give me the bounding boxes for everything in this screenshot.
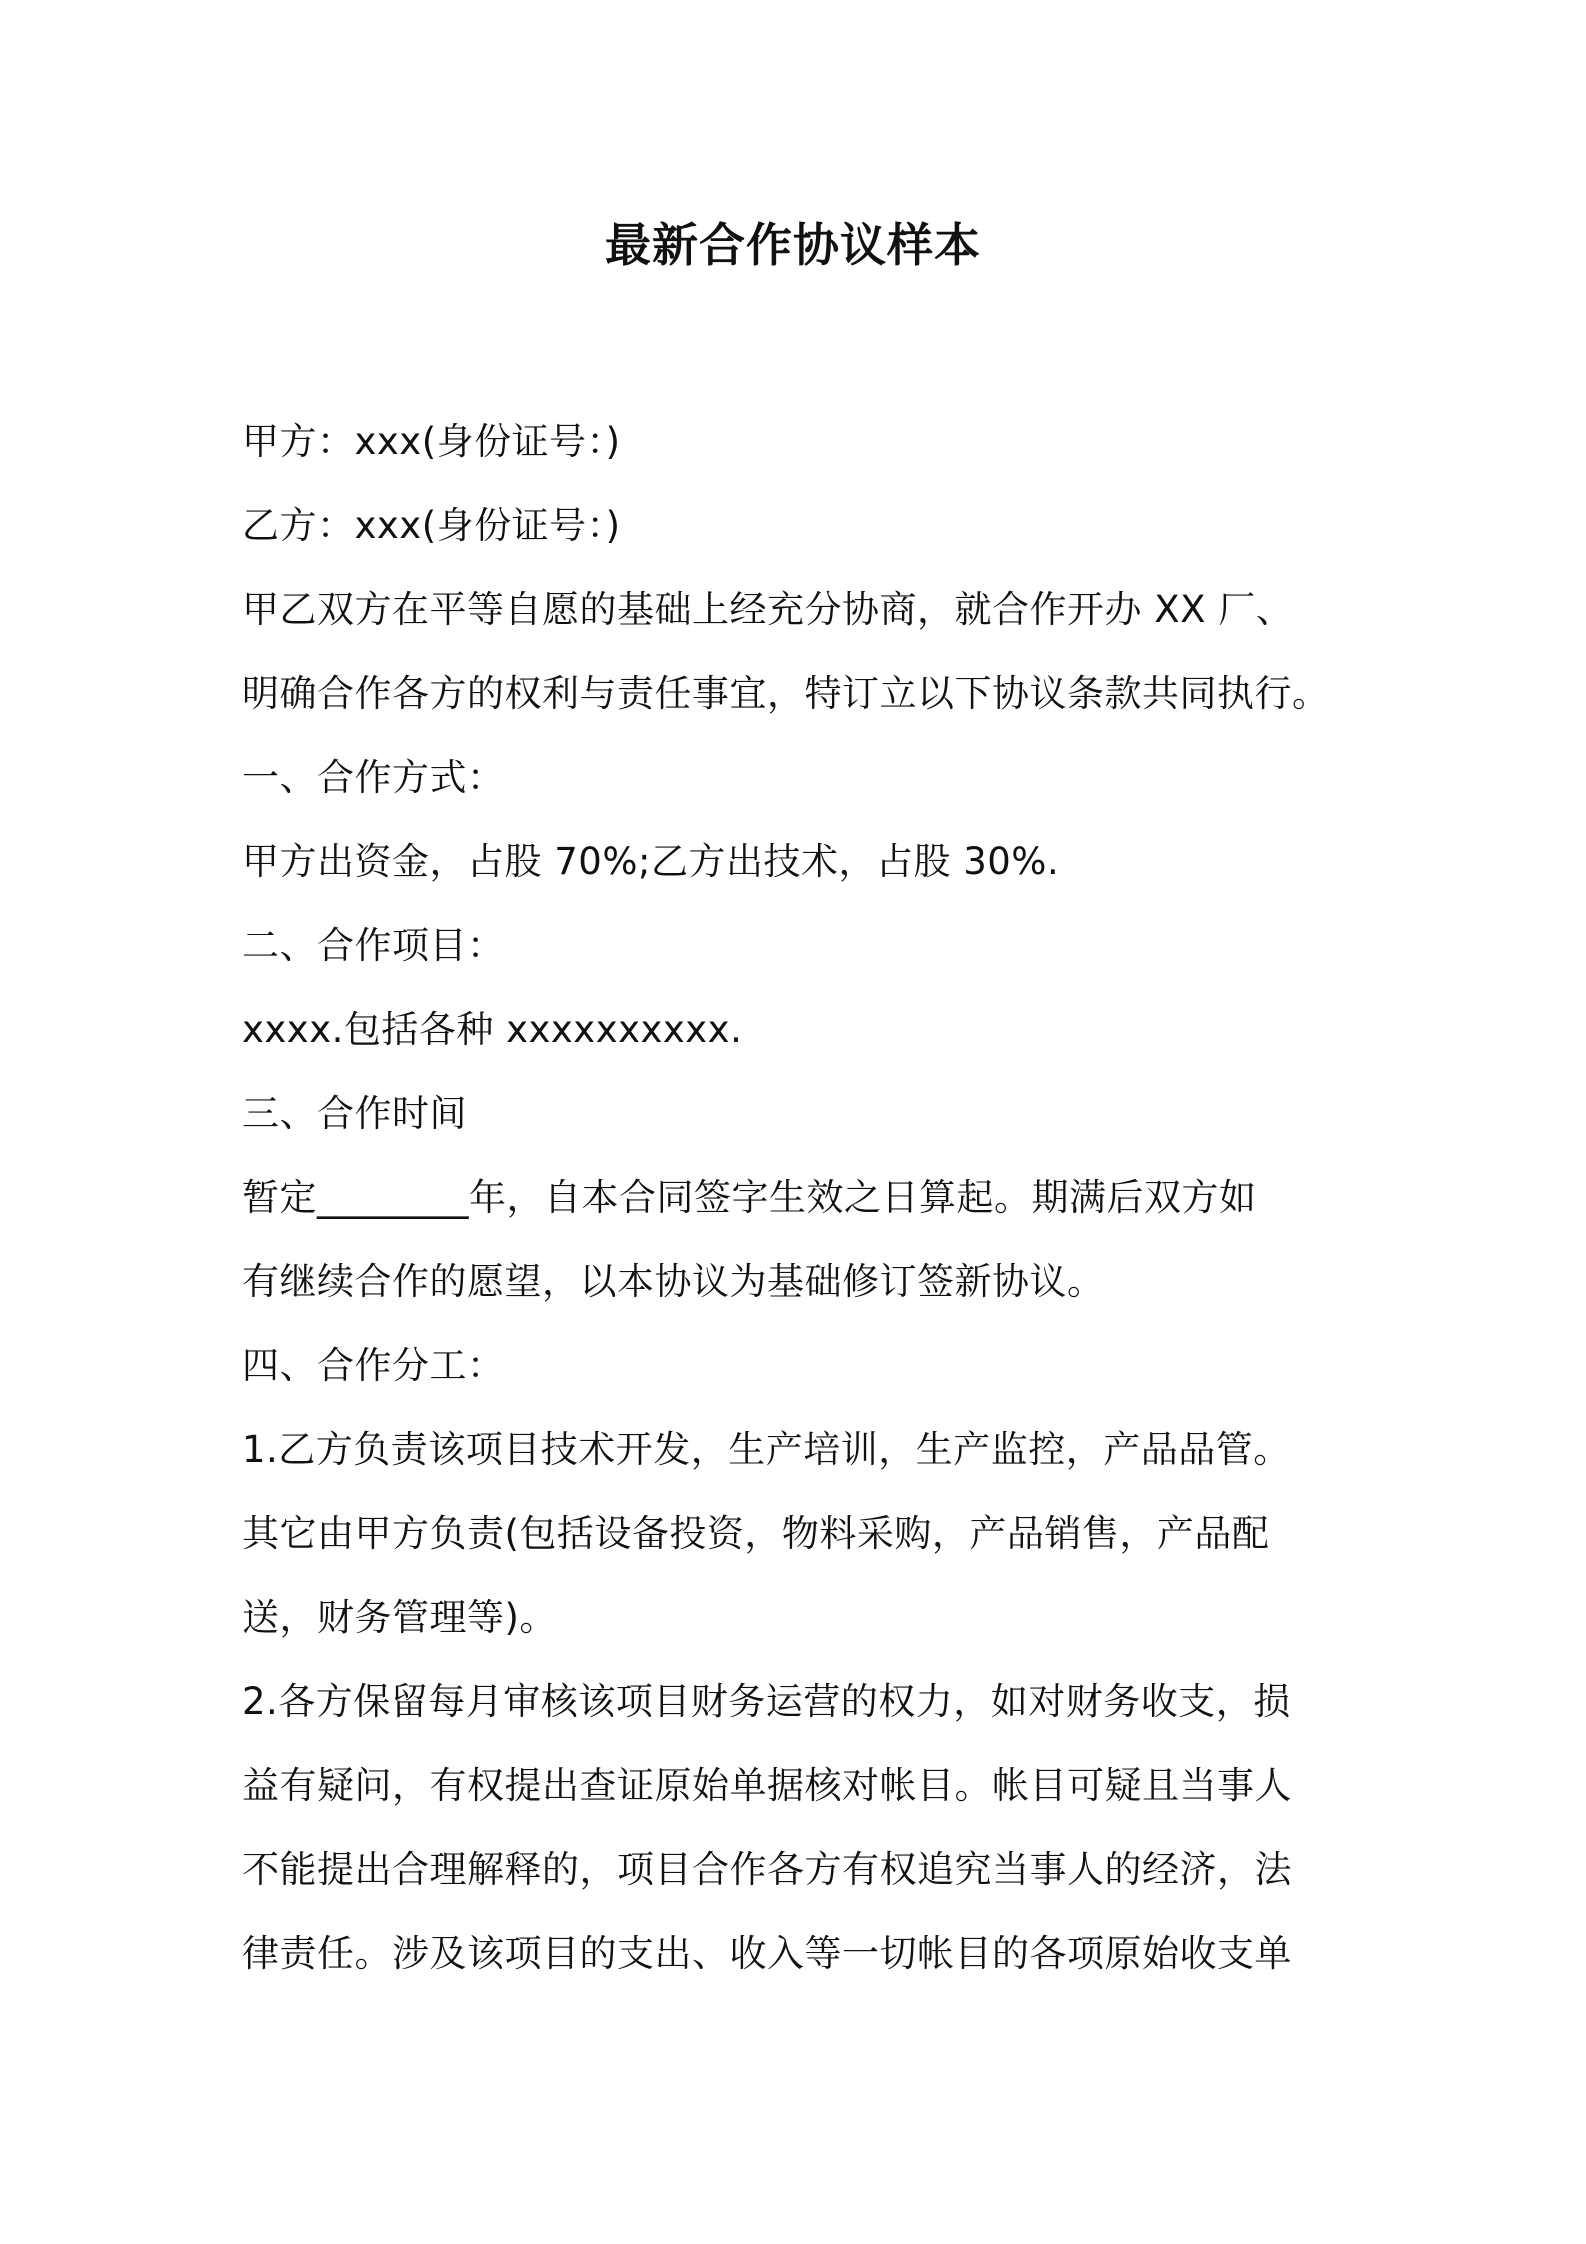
section-1-text: 甲方出资金，占股 70%;乙方出技术，占股 30%. — [242, 840, 1060, 883]
section-3-text-2: 有继续合作的愿望，以本协议为基础修订签新协议。 — [242, 1260, 1105, 1303]
section-4-item-2-line-4: 律责任。涉及该项目的支出、收入等一切帐目的各项原始收支单 — [242, 1932, 1292, 1975]
preamble-line-2: 明确合作各方的权利与责任事宜，特订立以下协议条款共同执行。 — [242, 672, 1330, 715]
section-4-item-1-line-1: 1.乙方负责该项目技术开发，生产培训，生产监控，产品品管。 — [242, 1428, 1291, 1471]
section-3-text-1: 暂定________年，自本合同签字生效之日算起。期满后双方如 — [242, 1176, 1257, 1219]
section-4-heading: 四、合作分工： — [242, 1344, 505, 1387]
section-3-heading: 三、合作时间 — [242, 1092, 467, 1135]
section-2-heading: 二、合作项目： — [242, 924, 505, 967]
section-4-item-1-line-2: 其它由甲方负责(包括设备投资，物料采购，产品销售，产品配 — [242, 1512, 1270, 1555]
document-title: 最新合作协议样本 — [605, 218, 981, 272]
document-body — [242, 400, 1362, 1996]
section-4-item-2-line-3: 不能提出合理解释的，项目合作各方有权追究当事人的经济，法 — [242, 1848, 1292, 1891]
preamble-line-1: 甲乙双方在平等自愿的基础上经充分协商，就合作开办 XX 厂、 — [242, 588, 1294, 631]
section-4-item-2-line-1: 2.各方保留每月审核该项目财务运营的权力，如对财务收支，损 — [242, 1680, 1291, 1723]
section-1-heading: 一、合作方式： — [242, 756, 505, 799]
party-b-line: 乙方：xxx(身份证号：) — [242, 504, 621, 547]
section-4-item-2-line-2: 益有疑问，有权提出查证原始单据核对帐目。帐目可疑且当事人 — [242, 1764, 1292, 1807]
party-a-line: 甲方：xxx(身份证号：) — [242, 420, 621, 463]
section-4-item-1-line-3: 送，财务管理等)。 — [242, 1596, 557, 1639]
section-2-text: xxxx.包括各种 xxxxxxxxxx. — [242, 1008, 743, 1051]
